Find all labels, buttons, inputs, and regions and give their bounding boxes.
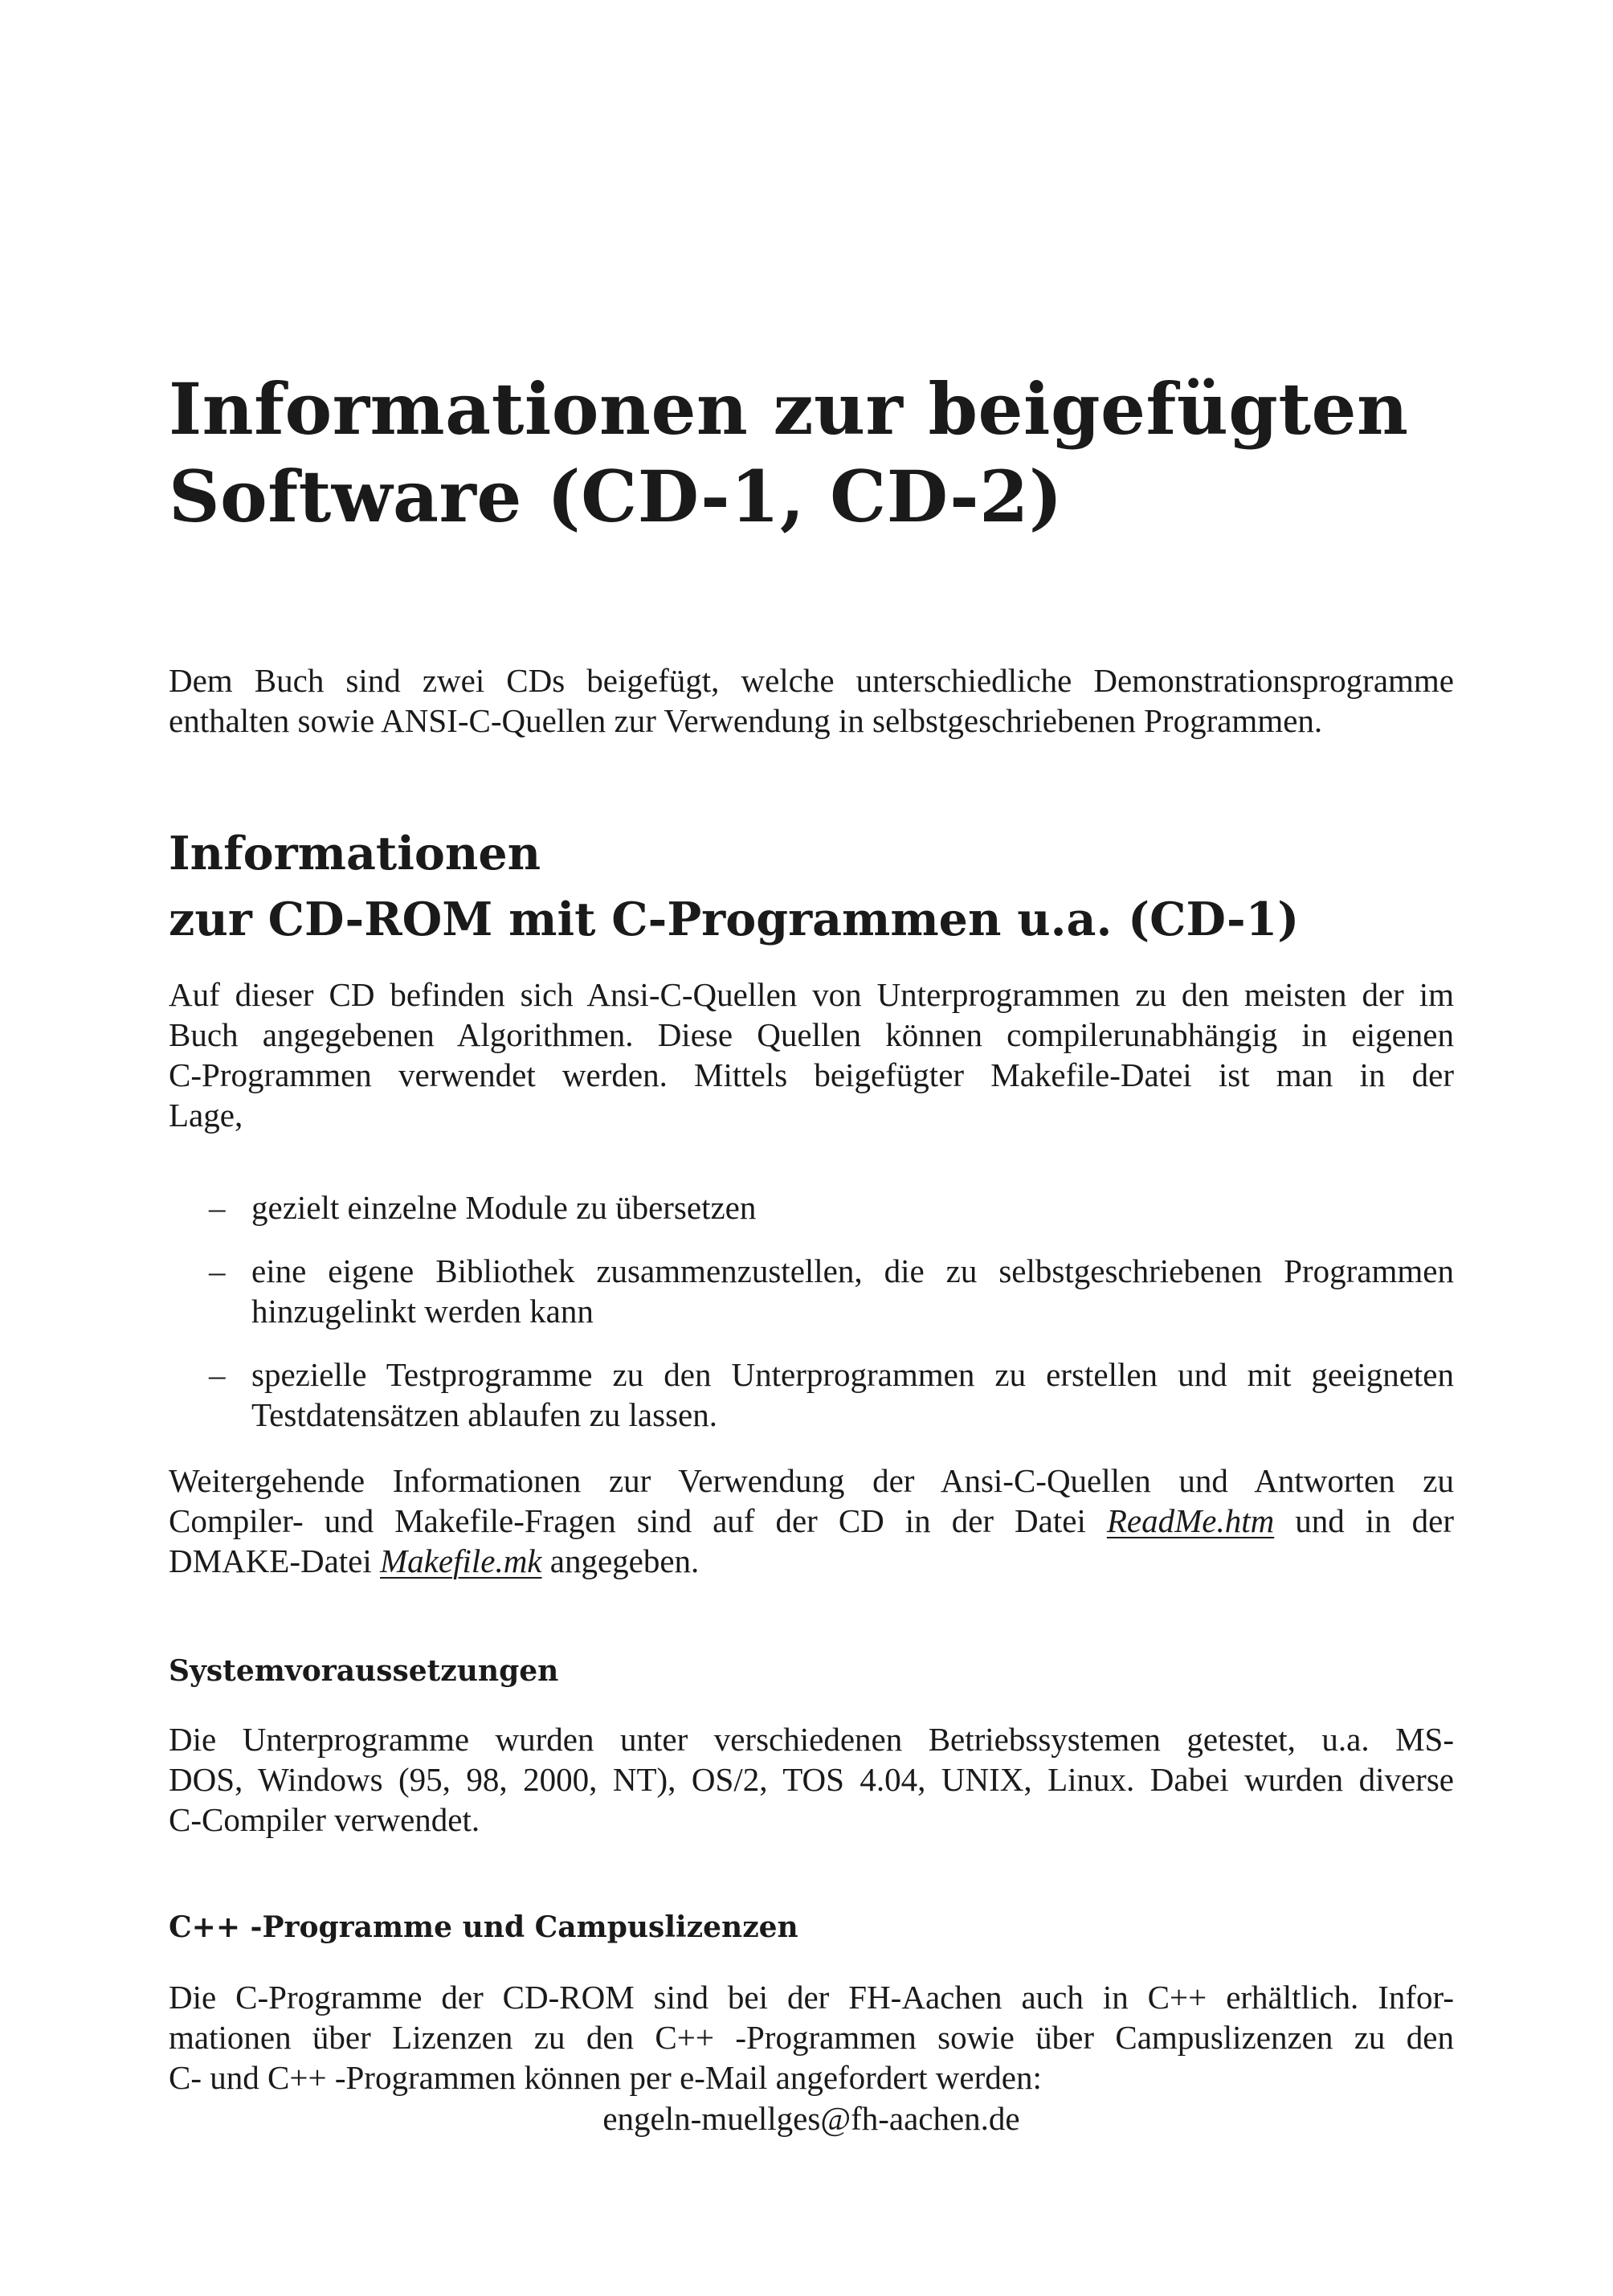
section-title-cd1-line-1: Informationen [169, 827, 541, 880]
list-item-2-line-1: eine eigene Bibliothek zusammenzustellen, die zu selbstgeschriebenen Programmen [251, 1252, 1454, 1289]
cd1-paragraph [169, 974, 1454, 1135]
more-info-paragraph [169, 1461, 1454, 1581]
system-line-1: Die Unterprogramme wurden unter verschiedenen Betriebssystemen getestet, u.a. MS- [169, 1721, 1454, 1758]
system-requirements-heading: Systemvoraussetzungen [169, 1654, 559, 1688]
list-item [169, 1187, 1454, 1228]
list-dash: – [209, 1356, 226, 1393]
section-title-cd1-line-2: zur CD-ROM mit C-Programmen u.a. (CD-1) [169, 893, 1300, 946]
intro-line-2: enthalten sowie ANSI-C-Quellen zur Verwendung in selbstgeschriebenen Programmen. [169, 702, 1323, 739]
cpp-line-1: Die C-Programme der CD-ROM sind bei der FH-Aachen auch in C++ erhältlich. Infor- [169, 1979, 1454, 2016]
readme-file-link[interactable]: ReadMe.htm [1106, 1502, 1275, 1539]
page-title-line-2: Software (CD-1, CD-2) [169, 455, 1064, 538]
system-line-2: DOS, Windows (95, 98, 2000, NT), OS/2, TOS 4.04, UNIX, Linux. Dabei wurden diverse [169, 1761, 1454, 1798]
list-dash: – [209, 1189, 226, 1226]
list-dash: – [209, 1252, 226, 1289]
system-requirements-paragraph [169, 1719, 1454, 1840]
more-line-2 [169, 1501, 1454, 1541]
cd1-line-1: Auf dieser CD befinden sich Ansi-C-Quellen von Unterprogrammen zu den meisten der im [169, 976, 1454, 1013]
list-item-2-line-2: hinzugelinkt werden kann [251, 1293, 594, 1330]
contact-email[interactable]: engeln-muellges@fh-aachen.de [602, 2100, 1020, 2137]
page-title-line-1: Informationen zur beigefügten [169, 367, 1409, 451]
cd1-line-3: C-Programmen verwendet werden. Mittels beigefügter Makefile-Datei ist man in der [169, 1056, 1454, 1093]
system-line-3: C-Compiler verwendet. [169, 1801, 480, 1838]
more-line-2-suffix: und in der [1295, 1502, 1455, 1539]
list-item [169, 1251, 1454, 1331]
more-line-3 [169, 1541, 1454, 1581]
more-line-3-prefix: DMAKE-Datei [169, 1542, 372, 1579]
page-title [169, 366, 1408, 541]
cpp-licenses-heading: C++ -Programme und Campuslizenzen [169, 1910, 798, 1944]
list-item [169, 1354, 1454, 1435]
cd1-line-2: Buch angegebenen Algorithmen. Diese Quellen können compilerunabhängig in eigenen [169, 1016, 1454, 1053]
section-title-cd1 [169, 821, 1299, 953]
document-page [169, 0, 1454, 2296]
list-item-1-text: gezielt einzelne Module zu übersetzen [251, 1189, 757, 1226]
more-line-1: Weitergehende Informationen zur Verwendung der Ansi-C-Quellen und Antworten zu [169, 1462, 1454, 1499]
makefile-file-link[interactable]: Makefile.mk [380, 1542, 542, 1579]
list-item-3-line-1: spezielle Testprogramme zu den Unterprogrammen zu erstellen und mit geeigneten [251, 1356, 1454, 1393]
more-line-3-suffix: angegeben. [549, 1542, 700, 1579]
intro-paragraph [169, 660, 1454, 741]
cpp-line-2: mationen über Lizenzen zu den C++ -Programmen sowie über Campuslizenzen zu den [169, 2019, 1454, 2056]
cpp-line-3: C- und C++ -Programmen können per e-Mail angefordert werden: [169, 2059, 1042, 2096]
intro-line-1: Dem Buch sind zwei CDs beigefügt, welche unterschiedliche Demonstrationsprogramme [169, 662, 1454, 699]
list-item-3-line-2: Testdatensätzen ablaufen zu lassen. [251, 1396, 717, 1433]
cd1-line-4: Lage, [169, 1097, 243, 1134]
feature-list [169, 1187, 1454, 1458]
cpp-licenses-paragraph [169, 1977, 1454, 2098]
more-line-2-prefix: Compiler- und Makefile-Fragen sind auf der CD in der Datei [169, 1502, 1086, 1539]
